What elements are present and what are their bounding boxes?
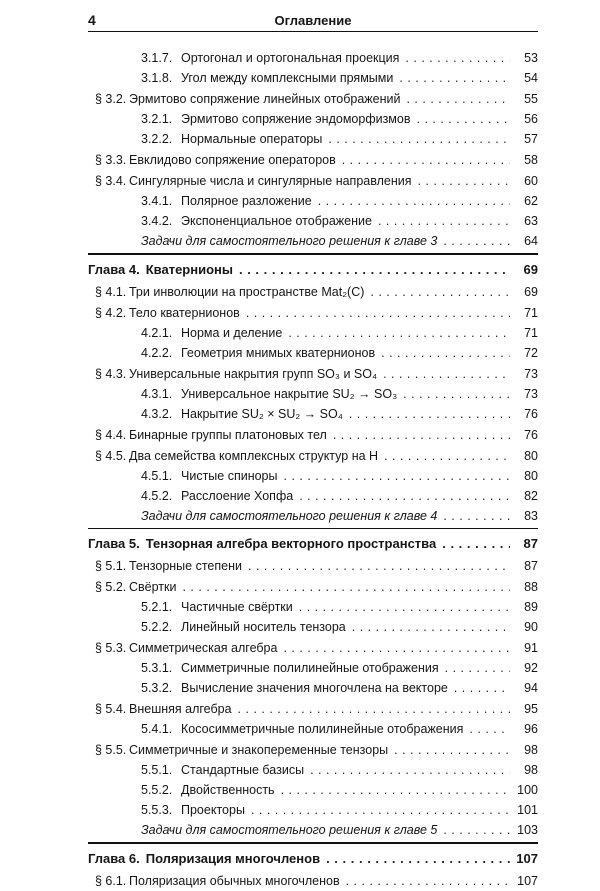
dot-leader bbox=[406, 89, 510, 109]
dot-leader bbox=[281, 780, 510, 800]
dot-leader bbox=[378, 211, 510, 231]
toc-entry-sub bbox=[88, 129, 538, 149]
toc-entry-sub bbox=[88, 800, 538, 820]
entry-number: 4.5.1. bbox=[141, 468, 173, 483]
toc-entry-sub bbox=[88, 48, 538, 68]
toc-entry-sub bbox=[88, 617, 538, 637]
dot-leader bbox=[399, 68, 510, 88]
entry-page-number: 80 bbox=[524, 468, 538, 483]
entry-page-number: 103 bbox=[517, 823, 538, 837]
toc-entry-sec bbox=[88, 89, 538, 109]
entry-page-number: 83 bbox=[524, 508, 538, 523]
entry-title: Задачи для самостоятельного решения к главе 5 bbox=[141, 823, 438, 837]
entry-page-number: 96 bbox=[524, 722, 538, 736]
entry-number: § 5.3. bbox=[95, 641, 127, 655]
toc-entry-sub bbox=[88, 466, 538, 486]
dot-leader bbox=[384, 446, 510, 466]
entry-number: 4.2.1. bbox=[141, 325, 173, 340]
chapter-divider bbox=[88, 842, 538, 844]
dot-leader bbox=[299, 486, 510, 506]
toc-entry-sub bbox=[88, 323, 538, 343]
entry-title: Симметричные и знакопеременные тензоры bbox=[129, 743, 389, 757]
entry-title: Универсальные накрытия групп SO₃ и SO₄ bbox=[129, 366, 378, 381]
entry-title: Кватернионы bbox=[145, 261, 233, 277]
entry-page-number: 73 bbox=[524, 386, 538, 401]
toc-entry-sec bbox=[88, 446, 538, 466]
dot-leader bbox=[288, 323, 510, 343]
entry-title: Полярное разложение bbox=[181, 194, 312, 208]
entry-number: 3.1.7. bbox=[141, 51, 173, 65]
entry-number: § 3.2. bbox=[95, 92, 127, 106]
dot-leader bbox=[417, 171, 510, 191]
entry-title: Свёртки bbox=[129, 580, 177, 594]
toc-entry-sub bbox=[88, 486, 538, 506]
entry-number: § 5.5. bbox=[95, 743, 127, 757]
entry-number: 5.5.1. bbox=[141, 763, 173, 777]
entry-page-number: 94 bbox=[524, 681, 538, 695]
entry-page-number: 101 bbox=[517, 803, 538, 817]
dot-leader bbox=[326, 849, 510, 869]
toc-entry-sub bbox=[88, 211, 538, 231]
entry-page-number: 89 bbox=[524, 600, 538, 614]
dot-leader bbox=[352, 617, 510, 637]
dot-leader bbox=[405, 48, 510, 68]
dot-leader bbox=[182, 577, 510, 597]
dot-leader bbox=[443, 231, 510, 251]
entry-page-number: 95 bbox=[524, 702, 538, 716]
entry-page-number: 58 bbox=[524, 153, 538, 167]
dot-leader bbox=[443, 506, 510, 526]
toc-entry-sub bbox=[88, 109, 538, 129]
entry-number: § 4.1. bbox=[95, 284, 127, 299]
entry-number: 5.2.1. bbox=[141, 600, 173, 614]
dot-leader bbox=[469, 719, 510, 739]
dot-leader bbox=[318, 191, 510, 211]
dot-leader bbox=[442, 534, 510, 554]
entry-page-number: 72 bbox=[524, 345, 538, 360]
entry-page-number: 107 bbox=[516, 850, 538, 866]
toc-entry-sub bbox=[88, 780, 538, 800]
entry-title: Симметрическая алгебра bbox=[129, 641, 278, 655]
entry-number: 4.3.1. bbox=[141, 386, 173, 401]
entry-page-number: 64 bbox=[524, 234, 538, 248]
toc-entry-sub bbox=[88, 68, 538, 88]
toc-entry-sub bbox=[88, 191, 538, 211]
table-of-contents bbox=[88, 48, 538, 891]
entry-number: Глава 4. bbox=[88, 261, 140, 277]
entry-number: 3.4.1. bbox=[141, 194, 173, 208]
dot-leader bbox=[403, 384, 510, 404]
dot-leader bbox=[445, 658, 510, 678]
dot-leader bbox=[299, 597, 510, 617]
entry-title: Стандартные базисы bbox=[181, 763, 305, 777]
entry-title: Задачи для самостоятельного решения к главе 4 bbox=[141, 508, 438, 523]
entry-page-number: 98 bbox=[524, 763, 538, 777]
toc-entry-sub bbox=[88, 343, 538, 363]
entry-page-number: 87 bbox=[523, 536, 538, 551]
toc-entry-sec bbox=[88, 740, 538, 760]
entry-number: § 4.5. bbox=[95, 448, 127, 463]
entry-number: 5.4.1. bbox=[141, 722, 173, 736]
dot-leader bbox=[248, 556, 510, 576]
chapter-divider bbox=[88, 528, 538, 530]
dot-leader bbox=[328, 129, 510, 149]
entry-page-number: 92 bbox=[524, 661, 538, 675]
entry-title: Бинарные группы платоновых тел bbox=[129, 427, 327, 442]
toc-entry-sub bbox=[88, 760, 538, 780]
entry-title: Тело кватернионов bbox=[129, 305, 240, 320]
entry-title: Двойственность bbox=[181, 783, 275, 797]
entry-title: Нормальные операторы bbox=[181, 132, 323, 146]
toc-entry-task bbox=[88, 231, 538, 251]
entry-number: 4.5.2. bbox=[141, 488, 173, 503]
entry-title: Накрытие SU₂ × SU₂ → SO₄ bbox=[181, 406, 343, 421]
entry-title: Геометрия мнимых кватернионов bbox=[181, 345, 376, 360]
entry-number: 5.5.2. bbox=[141, 783, 173, 797]
entry-number: Глава 6. bbox=[88, 850, 140, 866]
dot-leader bbox=[443, 820, 510, 840]
entry-page-number: 56 bbox=[524, 112, 538, 126]
entry-page-number: 100 bbox=[517, 783, 538, 797]
toc-entry-task bbox=[88, 506, 538, 526]
entry-page-number: 60 bbox=[524, 174, 538, 188]
dot-leader bbox=[310, 760, 510, 780]
toc-entry-sec bbox=[88, 699, 538, 719]
entry-title: Частичные свёртки bbox=[181, 600, 293, 614]
dot-leader bbox=[246, 303, 510, 323]
entry-title: Эрмитово сопряжение линейных отображений bbox=[129, 92, 401, 106]
entry-page-number: 82 bbox=[524, 488, 538, 503]
entry-title: Поляризация обычных многочленов bbox=[129, 873, 340, 888]
entry-title: Угол между комплексными прямыми bbox=[181, 71, 394, 85]
dot-leader bbox=[283, 638, 510, 658]
entry-title: Сингулярные числа и сингулярные направления bbox=[129, 174, 412, 188]
entry-title: Симметричные полилинейные отображения bbox=[181, 661, 439, 675]
chapter-divider bbox=[88, 253, 538, 255]
entry-number: § 4.4. bbox=[95, 427, 127, 442]
entry-page-number: 62 bbox=[524, 194, 538, 208]
toc-entry-sub bbox=[88, 678, 538, 698]
entry-number: 5.3.1. bbox=[141, 661, 173, 675]
dot-leader bbox=[383, 364, 510, 384]
entry-title: Кососимметричные полилинейные отображения bbox=[181, 722, 464, 736]
dot-leader bbox=[454, 678, 510, 698]
toc-entry-sec bbox=[88, 150, 538, 170]
dot-leader bbox=[238, 699, 510, 719]
entry-page-number: 91 bbox=[524, 641, 538, 655]
entry-title: Три инволюции на пространстве Mat₂(C) bbox=[129, 284, 365, 299]
toc-entry-sec bbox=[88, 638, 538, 658]
entry-number: 3.1.8. bbox=[141, 71, 173, 85]
entry-number: § 4.3. bbox=[95, 366, 127, 381]
entry-title: Линейный носитель тензора bbox=[181, 620, 346, 634]
entry-title: Норма и деление bbox=[181, 325, 283, 340]
dot-leader bbox=[346, 871, 510, 891]
entry-title: Экспоненциальное отображение bbox=[181, 214, 372, 228]
entry-page-number: 54 bbox=[524, 71, 538, 85]
entry-number: § 5.4. bbox=[95, 702, 127, 716]
entry-title: Ортогонал и ортогональная проекция bbox=[181, 51, 400, 65]
entry-title: Эрмитово сопряжение эндоморфизмов bbox=[181, 112, 411, 126]
toc-entry-sub bbox=[88, 384, 538, 404]
page-header bbox=[88, 11, 538, 32]
dot-leader bbox=[381, 343, 510, 363]
entry-title: Задачи для самостоятельного решения к главе 3 bbox=[141, 234, 438, 248]
toc-entry-sec bbox=[88, 364, 538, 384]
entry-title: Вычисление значения многочлена на векторе bbox=[181, 681, 448, 695]
entry-title: Тензорные степени bbox=[129, 559, 242, 573]
entry-page-number: 80 bbox=[524, 448, 538, 463]
entry-number: § 4.2. bbox=[95, 305, 127, 320]
entry-page-number: 76 bbox=[524, 406, 538, 421]
entry-page-number: 71 bbox=[524, 305, 538, 320]
entry-page-number: 76 bbox=[524, 427, 538, 442]
entry-page-number: 88 bbox=[524, 580, 538, 594]
entry-number: § 3.4. bbox=[95, 174, 127, 188]
toc-entry-sec bbox=[88, 171, 538, 191]
dot-leader bbox=[333, 425, 510, 445]
dot-leader bbox=[342, 150, 510, 170]
entry-page-number: 98 bbox=[524, 743, 538, 757]
toc-entry-sec bbox=[88, 425, 538, 445]
entry-number: § 5.1. bbox=[95, 559, 127, 573]
entry-number: 5.2.2. bbox=[141, 620, 173, 634]
toc-entry-chapter bbox=[88, 534, 538, 555]
entry-page-number: 63 bbox=[524, 214, 538, 228]
toc-entry-sec bbox=[88, 871, 538, 891]
entry-title: Расслоение Хопфа bbox=[181, 488, 294, 503]
page-number: 4 bbox=[88, 12, 96, 28]
entry-number: 4.2.2. bbox=[141, 345, 173, 360]
entry-page-number: 90 bbox=[524, 620, 538, 634]
entry-number: 4.3.2. bbox=[141, 406, 173, 421]
entry-number: Глава 5. bbox=[88, 536, 140, 551]
toc-entry-sub bbox=[88, 719, 538, 739]
entry-title: Чистые спиноры bbox=[181, 468, 278, 483]
entry-page-number: 69 bbox=[524, 284, 538, 299]
toc-entry-sub bbox=[88, 404, 538, 424]
dot-leader bbox=[417, 109, 511, 129]
entry-title: Поляризация многочленов bbox=[145, 850, 321, 866]
entry-number: § 3.3. bbox=[95, 153, 127, 167]
entry-page-number: 57 bbox=[524, 132, 538, 146]
entry-title: Два семейства комплексных структур на H bbox=[129, 448, 379, 463]
toc-entry-sec bbox=[88, 303, 538, 323]
dot-leader bbox=[239, 260, 510, 280]
entry-page-number: 73 bbox=[524, 366, 538, 381]
dot-leader bbox=[349, 404, 510, 424]
entry-title: Тензорная алгебра векторного пространства bbox=[145, 536, 437, 551]
entry-title: Евклидово сопряжение операторов bbox=[129, 153, 336, 167]
entry-number: 3.2.2. bbox=[141, 132, 173, 146]
page-title: Оглавление bbox=[274, 13, 352, 28]
entry-page-number: 87 bbox=[524, 559, 538, 573]
entry-page-number: 71 bbox=[524, 325, 538, 340]
entry-title: Внешняя алгебра bbox=[129, 702, 232, 716]
toc-entry-sec bbox=[88, 577, 538, 597]
toc-entry-sub bbox=[88, 658, 538, 678]
dot-leader bbox=[370, 282, 510, 302]
dot-leader bbox=[284, 466, 511, 486]
dot-leader bbox=[394, 740, 510, 760]
entry-number: 3.2.1. bbox=[141, 112, 173, 126]
toc-entry-sec bbox=[88, 556, 538, 576]
entry-number: § 6.1. bbox=[95, 873, 127, 888]
entry-number: § 5.2. bbox=[95, 580, 127, 594]
entry-number: 5.5.3. bbox=[141, 803, 173, 817]
entry-page-number: 69 bbox=[523, 261, 538, 277]
toc-entry-sub bbox=[88, 597, 538, 617]
dot-leader bbox=[251, 800, 510, 820]
entry-number: 3.4.2. bbox=[141, 214, 173, 228]
entry-title: Универсальное накрытие SU₂ → SO₃ bbox=[181, 386, 398, 401]
entry-page-number: 53 bbox=[524, 51, 538, 65]
entry-page-number: 107 bbox=[517, 873, 538, 888]
toc-entry-task bbox=[88, 820, 538, 840]
entry-title: Проекторы bbox=[181, 803, 245, 817]
entry-page-number: 55 bbox=[524, 92, 538, 106]
entry-number: 5.3.2. bbox=[141, 681, 173, 695]
toc-entry-sec bbox=[88, 282, 538, 302]
toc-entry-chapter bbox=[88, 260, 538, 281]
toc-entry-chapter bbox=[88, 849, 538, 870]
